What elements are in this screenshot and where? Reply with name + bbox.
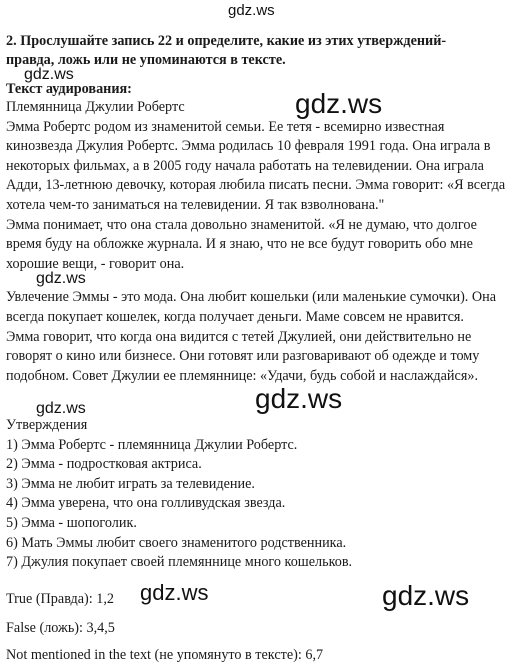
answer-true: True (Правда): 1,2 xyxy=(6,591,114,607)
statement-item: 2) Эмма - подростковая актриса. xyxy=(6,456,202,473)
task-line: правда, ложь или не упоминаются в тексте. xyxy=(6,52,286,68)
statements-list xyxy=(6,416,506,573)
text-title: Племянница Джулии Робертс xyxy=(6,99,185,115)
text-paragraph: Эмма Робертс родом из знаменитой семьи. Ее тетя - всемирно известная кинозвезда Джулия Робертс. Эмма родилась 10 февраля 1991 года. Она играла в некоторых фильмах, а в 2005 году начала работать на телевидении. Она играла Адди, 13-летнюю девочку, которая любила писать песни. Эмма говорит: «Я всегда хотела чем-то заниматься на телевидении. Я так взволнована." xyxy=(6,118,506,213)
task-line: 2. Прослушайте запись 22 и определите, какие из этих утверждений- xyxy=(6,33,447,49)
watermark: gdz.ws xyxy=(295,88,383,119)
statement-item: 6) Мать Эммы любит своего знаменитого родственника. xyxy=(6,534,347,551)
watermark: gdz.ws xyxy=(382,580,470,611)
statement-item: 5) Эмма - шопоголик. xyxy=(6,514,137,531)
statements-heading: Утверждения xyxy=(6,417,88,433)
watermark: gdz.ws xyxy=(36,400,86,417)
text-paragraph: Увлечение Эммы - это мода. Она любит кошельки (или маленькие сумочки). Она всегда покупает кошелек, когда получает деньги. Маме совсем не нравится. xyxy=(6,289,497,325)
watermark: gdz.ws xyxy=(140,580,209,605)
listening-text xyxy=(6,98,506,386)
text-paragraph: Эмма говорит, что когда она видится с тетей Джулией, они действительно не говорят о кино или бизнесе. Они готовят или разговаривают об одежде и тому подобном. Совет Джулии ее племяннице: «Удачи, будь собой и наслаждайся». xyxy=(6,328,480,384)
answer-not-mentioned: Not mentioned in the text (не упомянуто в тексте): 6,7 xyxy=(6,647,324,663)
text-paragraph: Эмма понимает, что она стала довольно знаменитой. «Я не думаю, что долгое время буду на обложке журнала. И я знаю, что не все будут говорить обо мне хорошие вещи, - говорит она. xyxy=(6,216,477,272)
watermark: gdz.ws xyxy=(36,270,86,287)
statement-item: 1) Эмма Робертс - племянница Джулии Робертс. xyxy=(6,436,298,453)
watermark: gdz.ws xyxy=(228,2,275,19)
answer-false: False (ложь): 3,4,5 xyxy=(6,620,115,636)
watermark: gdz.ws xyxy=(24,66,74,83)
statement-item: 7) Джулия покупает своей племяннице много кошельков. xyxy=(6,554,353,571)
statement-item: 4) Эмма уверена, что она голливудская звезда. xyxy=(6,495,286,512)
task-instruction xyxy=(6,32,506,70)
watermark: gdz.ws xyxy=(255,383,343,414)
listening-heading: Текст аудирования: xyxy=(6,81,132,97)
statement-item: 3) Эмма не любит играть за телевидение. xyxy=(6,475,255,492)
